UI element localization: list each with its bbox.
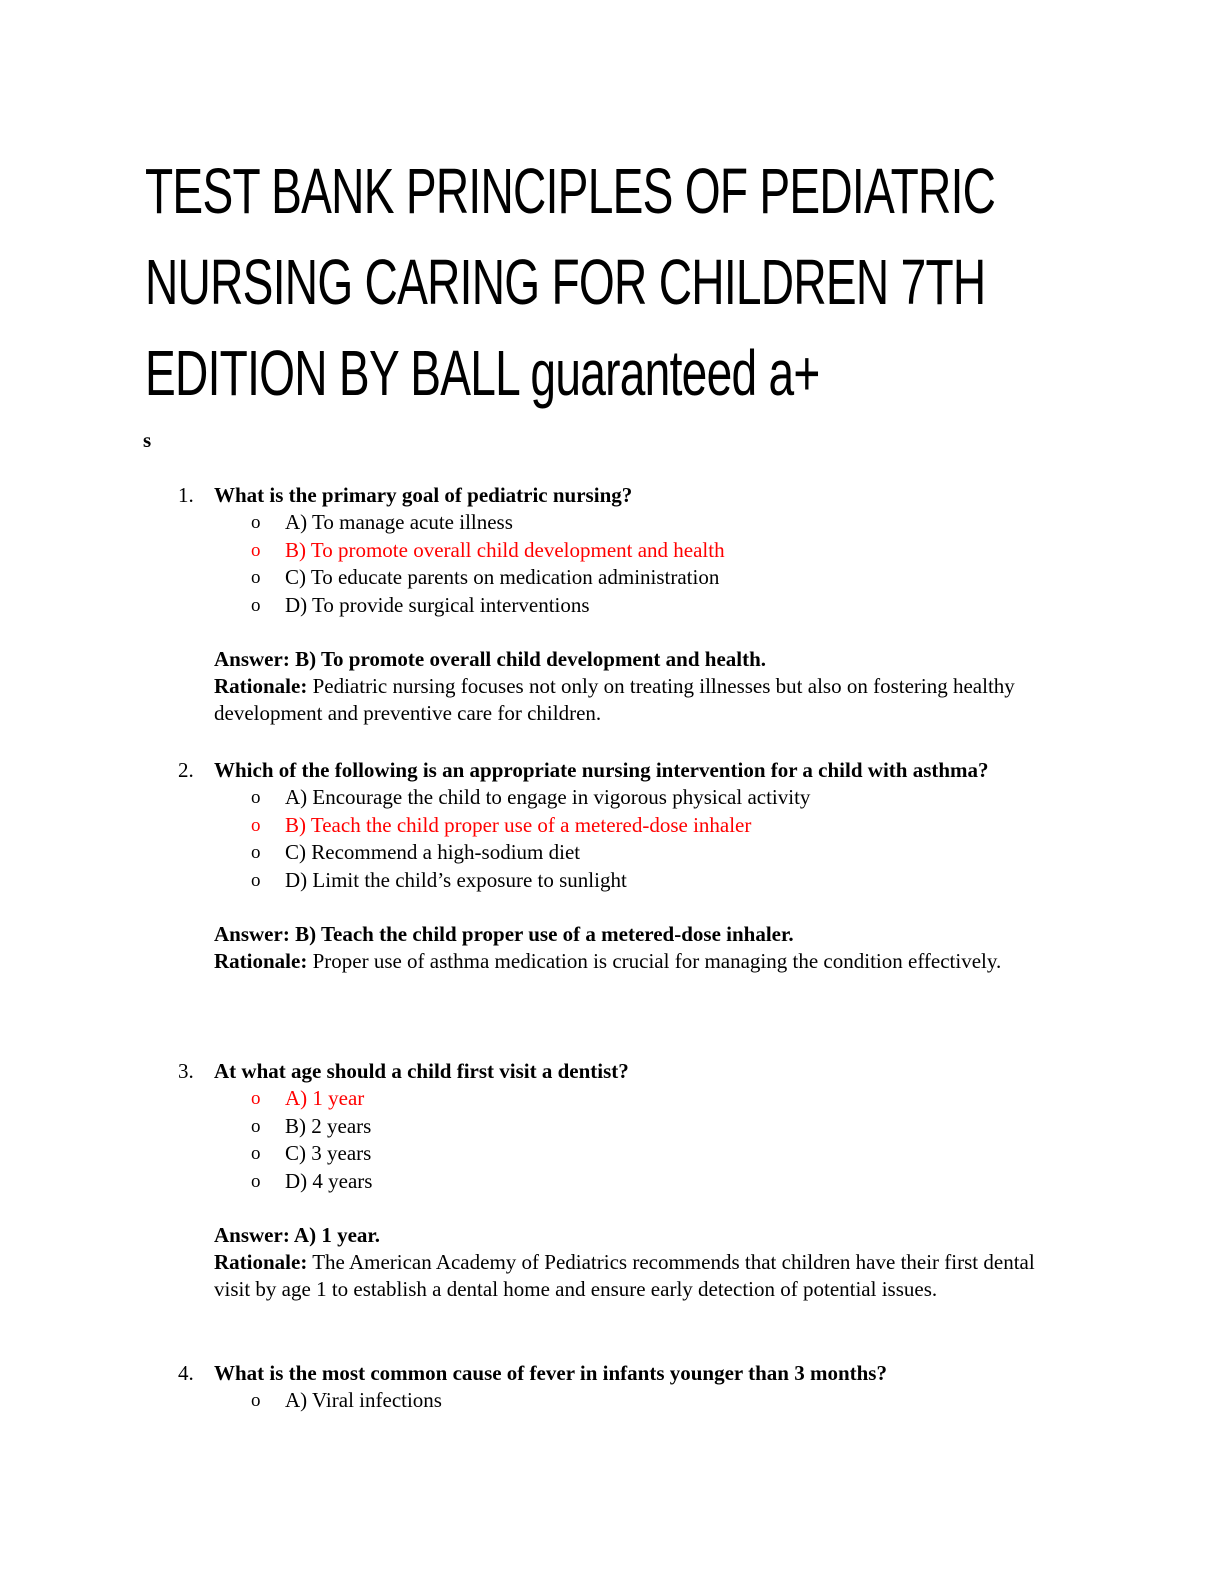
option-list [178, 1387, 1058, 1415]
question-number: 2. [178, 758, 194, 782]
title-line: NURSING CARING FOR CHILDREN 7TH [145, 246, 986, 318]
answer-block [178, 646, 1058, 727]
option-c: o C) 3 years [251, 1141, 372, 1165]
option-b-correct: o B) To promote overall child development and health [251, 537, 725, 562]
option-a: o A) Viral infections [251, 1388, 442, 1412]
option-a: o A) To manage acute illness [251, 510, 513, 534]
option-d: o D) To provide surgical interventions [251, 592, 590, 617]
option-a-correct: o A) 1 year [251, 1086, 365, 1110]
option-b-correct: o B) Teach the child proper use of a metered-dose inhaler [251, 812, 752, 837]
question-text: At what age should a child first visit a dentist? [214, 1059, 629, 1083]
document-title [145, 146, 996, 419]
question-text: Which of the following is an appropriate nursing intervention for a child with asthma? [214, 758, 989, 782]
title-line: TEST BANK PRINCIPLES OF PEDIATRIC [145, 155, 996, 227]
rationale-label: Rationale: [214, 674, 308, 698]
option-list [178, 784, 1058, 894]
bullet-icon: o [251, 512, 261, 533]
option-a: o A) Encourage the child to engage in vigorous physical activity [251, 785, 811, 809]
question-number: 1. [178, 483, 194, 507]
option-c: o C) Recommend a high-sodium diet [251, 840, 581, 864]
question-heading [178, 482, 1058, 509]
rationale [214, 948, 1058, 975]
stray-character: s [143, 428, 152, 452]
bullet-icon: o [251, 539, 261, 561]
bullet-icon: o [251, 787, 261, 808]
bullet-icon: o [251, 1143, 261, 1164]
question-1 [178, 482, 1058, 727]
option-list [178, 1085, 1058, 1195]
bullet-icon: o [251, 1390, 261, 1411]
rationale-text: The American Academy of Pediatrics recommends that children have their first dental visit by age 1 to establish a dental home and ensure early detection of potential issues. [214, 1250, 1035, 1301]
rationale-label: Rationale: [214, 1250, 308, 1274]
option-d: o D) 4 years [251, 1168, 373, 1193]
bullet-icon: o [251, 814, 261, 836]
rationale-label: Rationale: [214, 949, 308, 973]
question-heading [178, 1058, 1058, 1085]
question-text: What is the primary goal of pediatric nursing? [214, 483, 633, 507]
option-d: o D) Limit the child’s exposure to sunlight [251, 867, 627, 892]
answer-block [178, 1222, 1058, 1303]
question-3 [178, 1058, 1058, 1303]
rationale-text: Proper use of asthma medication is crucial for managing the condition effectively. [312, 949, 1002, 973]
bullet-icon: o [251, 1088, 261, 1109]
question-number: 3. [178, 1059, 194, 1083]
option-c: o C) To educate parents on medication administration [251, 565, 720, 589]
question-4 [178, 1360, 1058, 1415]
bullet-icon: o [251, 567, 261, 588]
bullet-icon: o [251, 869, 261, 891]
question-heading [178, 757, 1058, 784]
option-b: o B) 2 years [251, 1113, 372, 1138]
answer-text: Answer: B) Teach the child proper use of a metered-dose inhaler. [214, 922, 794, 946]
rationale [214, 673, 1058, 727]
bullet-icon: o [251, 594, 261, 616]
question-2 [178, 757, 1058, 975]
option-list [178, 509, 1058, 619]
bullet-icon: o [251, 1170, 261, 1192]
title-line: EDITION BY BALL guaranteed a+ [145, 337, 820, 409]
rationale-text: Pediatric nursing focuses not only on treating illnesses but also on fostering healthy development and preventive care for children. [214, 674, 1015, 725]
question-heading [178, 1360, 1058, 1387]
bullet-icon: o [251, 842, 261, 863]
rationale [214, 1249, 1058, 1303]
bullet-icon: o [251, 1115, 261, 1137]
answer-text: Answer: A) 1 year. [214, 1223, 381, 1247]
question-text: What is the most common cause of fever in infants younger than 3 months? [214, 1361, 887, 1385]
question-number: 4. [178, 1361, 194, 1385]
answer-text: Answer: B) To promote overall child development and health. [214, 647, 767, 671]
answer-block [178, 921, 1058, 975]
